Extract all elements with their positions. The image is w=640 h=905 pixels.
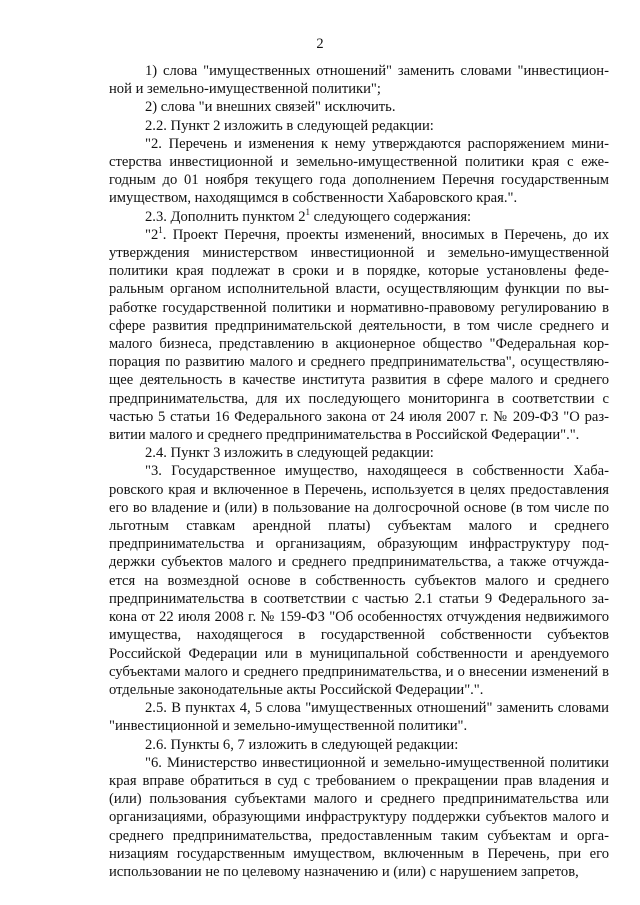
paragraph-6-text-before: "2: [145, 226, 159, 243]
paragraph-5-text-before: 2.3. Дополнить пунктом 2: [145, 208, 306, 225]
paragraph-6-text-after: . Проект Перечня, проекты изменений, вносимых в Перечень, до их утверждения министерством инвестиционной и земельно-имущественной политики края подлежат в сроки и в порядке, которые установлены федеральным органом исполнительной власти, осуществляющим функции по выработке государственной политики и нормативно-правовому регулированию в сфере развития предпринимательской деятельности, в том числе среднего и малого бизнеса, представлению в акционерное общество "Федеральная корпорация по развитию малого и среднего предпринимательства", осуществляющее деятельность в качестве института развития в сфере малого и среднего предпринимательства, для их последующего мониторинга в соответствии с частью 5 статьи 16 Федерального закона от 24 июля 2007 г. № 209-ФЗ "О развитии малого и среднего предпринимательства в Российской Федерации".".: [109, 226, 609, 444]
paragraph-7: 2.4. Пункт 3 изложить в следующей редакции:: [145, 445, 434, 462]
paragraph-10: 2.6. Пункты 6, 7 изложить в следующей редакции:: [145, 736, 459, 753]
paragraph-11: "6. Министерство инвестиционной и земельно-имущественной политики края вправе обратиться в суд с требованием о прекращении прав владения и (или) пользования субъектами малого и среднего предпринимательства или организациями, образующими инфраструктуру поддержки субъектов малого и среднего предпринимательства, предоставленным таким субъектам и организациям государственным имуществом, включенным в Перечень, при его использовании не по целевому назначению и (или) с нарушением запретов,: [109, 754, 609, 880]
paragraph-1: 1) слова "имущественных отношений" заменить словами "инвестиционной и земельно-имущественной политики";: [109, 63, 609, 98]
document-body: [109, 62, 609, 881]
paragraph-5-text-after: следующего содержания:: [310, 208, 472, 225]
paragraph-8: "3. Государственное имущество, находящееся в собственности Хабаровского края и включенное в Перечень, используется в целях предоставления его во владение и (или) в пользование на долгосрочной основе (в том числе по льготным ставкам арендной платы) субъектам малого и среднего предпринимательства и организациям, образующим инфраструктуру поддержки субъектов малого и среднего предпринимательства, а также отчуждается на возмездной основе в собственность субъектов малого и среднего предпринимательства в соответствии с частью 2.1 статьи 9 Федерального закона от 22 июля 2008 г. № 159-ФЗ "Об особенностях отчуждения недвижимого имущества, находящегося в государственной собственности субъектов Российской Федерации или в муниципальной собственности и арендуемого субъектами малого и среднего предпринимательства, и о внесении изменений в отдельные законодательные акты Российской Федерации".".: [109, 463, 609, 698]
paragraph-5: [109, 208, 609, 226]
paragraph-2: 2) слова "и внешних связей" исключить.: [145, 99, 396, 116]
paragraph-6: [109, 226, 609, 444]
page-number: 2: [316, 36, 324, 52]
paragraph-4: "2. Перечень и изменения к нему утверждаются распоряжением министерства инвестиционной и земельно-имущественной политики края с ежегодным до 01 ноября текущего года дополнением Перечня государственным имуществом, находящимся в собственности Хабаровского края.".: [109, 135, 609, 207]
paragraph-3: 2.2. Пункт 2 изложить в следующей редакции:: [145, 117, 434, 134]
paragraph-9: 2.5. В пунктах 4, 5 слова "имущественных отношений" заменить словами "инвестиционной и земельно-имущественной политики".: [109, 700, 609, 735]
paragraph-6-superscript: 1: [158, 224, 163, 235]
paragraph-5-superscript: 1: [305, 206, 310, 217]
